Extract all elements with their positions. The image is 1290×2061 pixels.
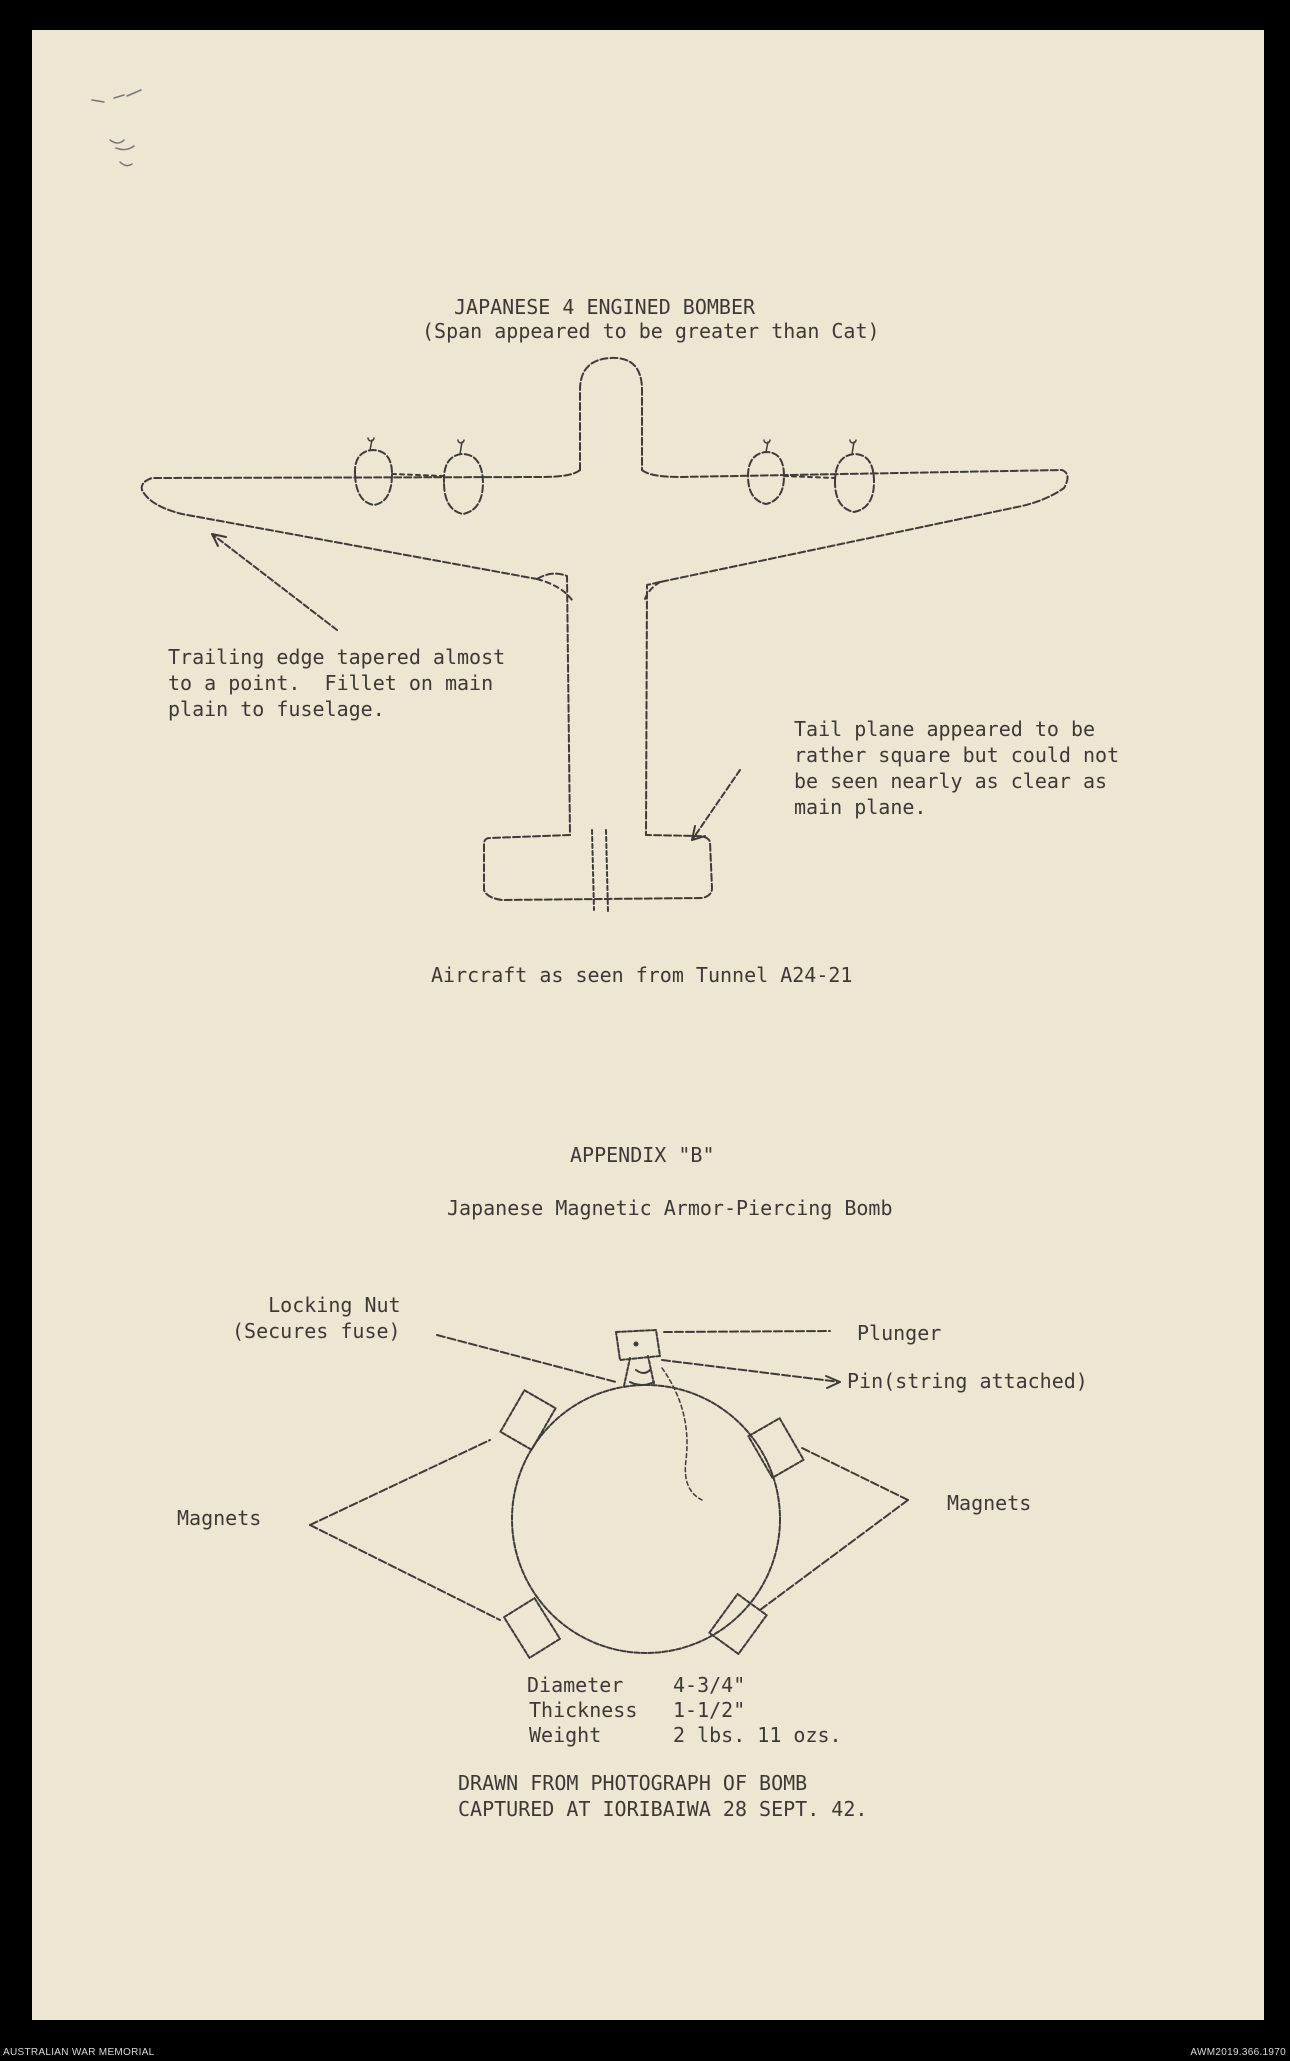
magnet-top-right xyxy=(748,1418,803,1478)
appendix-title: Japanese Magnetic Armor-Piercing Bomb xyxy=(447,1196,893,1220)
spec-weight-name: Weight xyxy=(529,1723,602,1747)
arrow-trailing-edge xyxy=(212,534,337,630)
label-pin: Pin(string attached) xyxy=(847,1369,1088,1393)
magnet-bottom-right xyxy=(709,1594,766,1654)
leader-magnets-left-upper xyxy=(310,1440,490,1525)
aircraft-left-wing xyxy=(142,470,580,579)
aircraft-outline xyxy=(142,358,1068,912)
bomb-body xyxy=(512,1385,780,1653)
spec-diameter-name: Diameter xyxy=(527,1673,624,1697)
spec-thickness-value: 1-1/2" xyxy=(673,1698,746,1722)
paper-smudge xyxy=(92,90,141,166)
footer-institution: AUSTRALIAN WAR MEMORIAL xyxy=(3,2047,155,2058)
note-tail-plane: Tail plane appeared to be rather square but could not be seen nearly as clear as main plane. xyxy=(794,717,1120,819)
bomb-leader-lines xyxy=(310,1331,908,1620)
engine-3 xyxy=(748,452,784,504)
magnet-top-left xyxy=(500,1390,555,1450)
spec-thickness-name: Thickness xyxy=(529,1698,638,1722)
bomb-drawing xyxy=(500,1330,803,1658)
source-note: DRAWN FROM PHOTOGRAPH OF BOMB CAPTURED AT IORIBAIWA 28 SEPT. 42. xyxy=(458,1771,868,1821)
label-plunger: Plunger xyxy=(857,1321,942,1345)
leader-magnets-left-lower xyxy=(310,1525,500,1620)
leader-pin xyxy=(662,1360,840,1382)
label-locking-nut: Locking Nut (Secures fuse) xyxy=(232,1293,401,1343)
label-magnets-left: Magnets xyxy=(177,1506,262,1530)
appendix-heading: APPENDIX "B" xyxy=(570,1143,715,1167)
footer-accession: AWM2019.366.1970 xyxy=(1190,2047,1286,2058)
aircraft-tail-plane xyxy=(484,835,712,900)
label-magnets-right: Magnets xyxy=(947,1491,1032,1515)
arrow-tail-plane xyxy=(692,770,740,840)
leader-locking-nut xyxy=(437,1335,616,1382)
leader-magnets-right-upper xyxy=(802,1448,908,1500)
document-sheet xyxy=(32,30,1264,2020)
aircraft-title: JAPANESE 4 ENGINED BOMBER xyxy=(454,295,756,319)
engine-2 xyxy=(444,454,483,514)
leader-plunger xyxy=(664,1331,830,1332)
leader-magnets-right-lower xyxy=(760,1500,908,1610)
aircraft-caption: Aircraft as seen from Tunnel A24-21 xyxy=(431,963,853,987)
note-trailing-edge: Trailing edge tapered almost to a point. Fillet on main plain to fuselage. xyxy=(168,645,506,721)
aircraft-fuselage xyxy=(537,574,660,835)
engine-4 xyxy=(835,454,874,512)
aircraft-right-wing xyxy=(642,470,1068,582)
aircraft-fin xyxy=(580,358,642,470)
spec-weight-value: 2 lbs. 11 ozs. xyxy=(673,1723,842,1747)
magnet-bottom-left xyxy=(504,1598,560,1658)
aircraft-subtitle: (Span appeared to be greater than Cat) xyxy=(422,319,880,343)
spec-diameter-value: 4-3/4" xyxy=(673,1673,746,1697)
